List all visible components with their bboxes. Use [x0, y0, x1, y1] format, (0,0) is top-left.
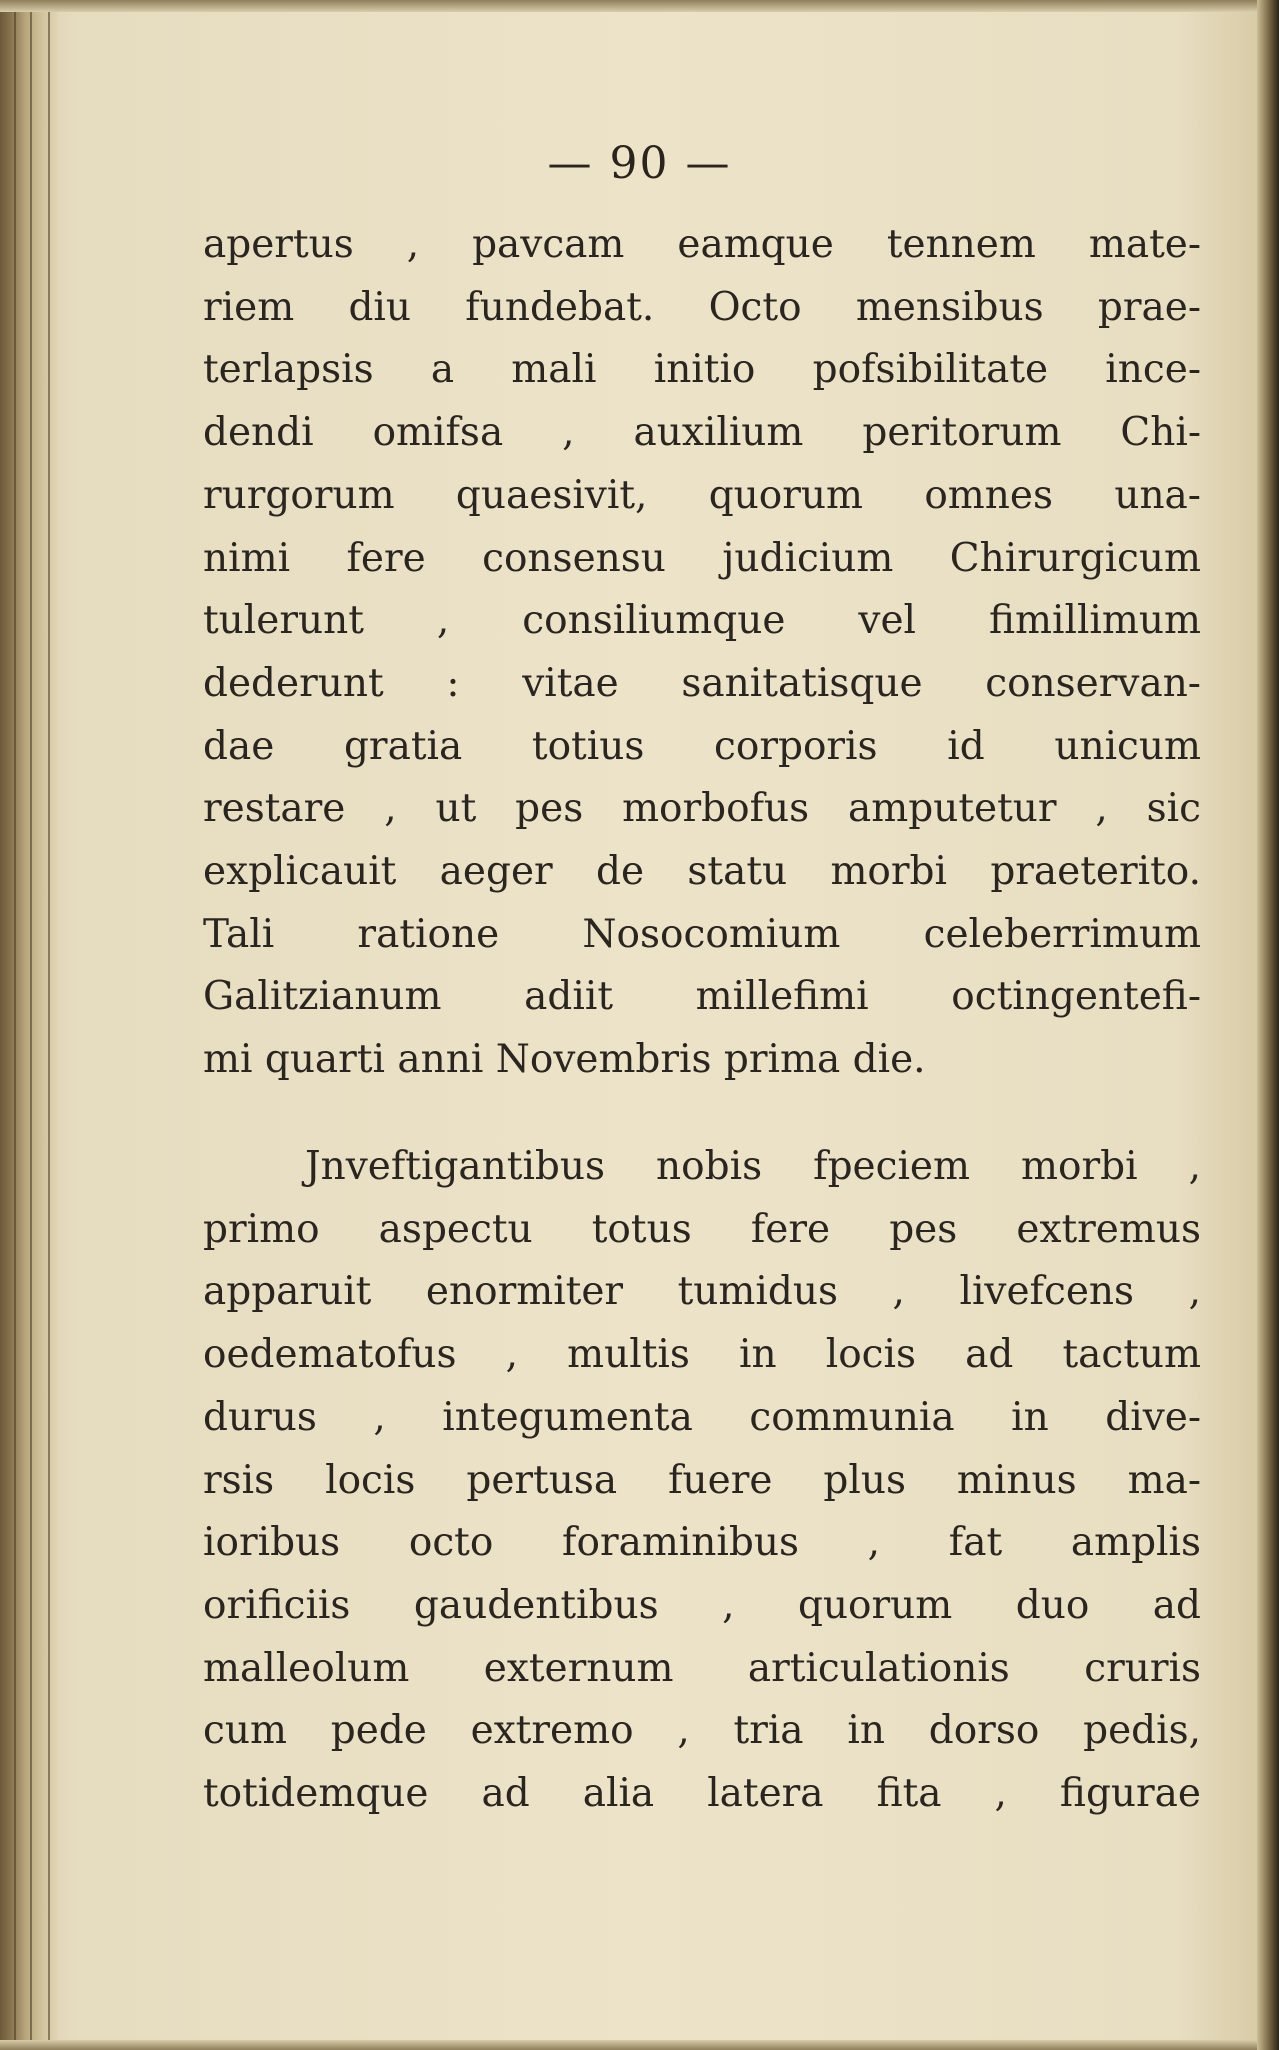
- text-line: terlapsis a mali initio pofsibilitate ince-: [203, 347, 1201, 393]
- text-line: oedematofus , multis in locis ad tactum: [203, 1332, 1201, 1378]
- text-line: riem diu fundebat. Octo mensibus prae-: [203, 284, 1201, 330]
- page-bottom-edge: [0, 2040, 1279, 2050]
- text-line: explicauit aeger de statu morbi praeterito.: [203, 849, 1201, 894]
- paragraph-2: [203, 1136, 1201, 1818]
- text-line: apertus , pavcam eamque tennem mate-: [203, 222, 1201, 267]
- text-line: cum pede extremo , tria in dorso pedis,: [203, 1708, 1201, 1754]
- text-line: durus , integumenta communia in dive-: [203, 1394, 1201, 1440]
- text-line: tulerunt , consiliumque vel fimillimum: [203, 598, 1201, 644]
- text-line: totidemque ad alia latera fita , figurae: [203, 1771, 1201, 1816]
- text-line: Galitzianum adiit millefimi octingentefi-: [203, 974, 1201, 1020]
- text-line: nimi fere consensu judicium Chirurgicum: [203, 535, 1201, 581]
- page-number-header: — 90 —: [547, 138, 732, 189]
- spine-fold-line: [14, 0, 16, 2050]
- page-right-edge: [1257, 0, 1279, 2050]
- text-line: malleolum externum articulationis cruris: [203, 1645, 1201, 1691]
- text-line: primo aspectu totus fere pes extremus: [203, 1206, 1201, 1252]
- paragraph-1: [203, 214, 1201, 1082]
- text-line: orificiis gaudentibus , quorum duo ad: [203, 1582, 1201, 1628]
- text-line: rsis locis pertusa fuere plus minus ma-: [203, 1457, 1201, 1503]
- text-line: Tali ratione Nosocomium celeberrimum: [203, 911, 1201, 957]
- text-line: mi quarti anni Novembris prima die.: [203, 1037, 926, 1083]
- text-line: ioribus octo foraminibus , fat amplis: [203, 1520, 1201, 1566]
- text-line: restare , ut pes morbofus amputetur , sic: [203, 786, 1201, 832]
- text-line: rurgorum quaesivit, quorum omnes una-: [203, 472, 1201, 518]
- spine-fold-line: [48, 0, 50, 2050]
- page-top-edge: [0, 0, 1279, 12]
- text-line: dae gratia totius corporis id unicum: [203, 723, 1201, 769]
- text-line: dendi omifsa , auxilium peritorum Chi-: [203, 410, 1201, 456]
- spine-fold-line: [30, 0, 32, 2050]
- text-line: Jnveftigantibus nobis fpeciem morbi ,: [305, 1144, 1201, 1189]
- text-line: apparuit enormiter tumidus , livefcens ,: [203, 1269, 1201, 1315]
- text-line: dederunt : vitae sanitatisque conservan-: [203, 660, 1201, 706]
